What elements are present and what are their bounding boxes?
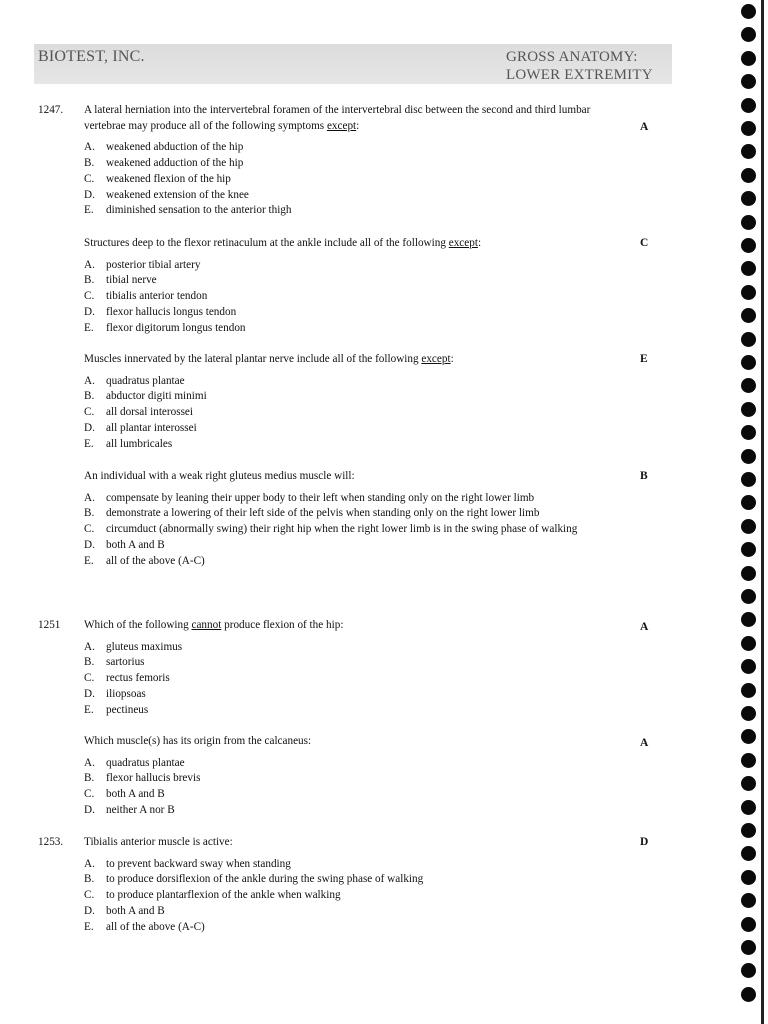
question-1247 (38, 103, 678, 219)
option-text: weakened flexion of the hip (106, 172, 231, 185)
option-list (84, 140, 604, 219)
binding-hole (741, 74, 756, 89)
stem-text: Which of the following (84, 619, 192, 631)
spiral-binding (732, 0, 768, 1024)
option-list (84, 756, 604, 819)
option-text: both A and B (106, 904, 165, 917)
option-letter: D. (84, 904, 95, 917)
option-text: quadratus plantae (106, 756, 185, 769)
binding-hole (741, 472, 756, 487)
question-stem (84, 352, 604, 368)
option-letter: C. (84, 889, 95, 902)
binding-hole (741, 753, 756, 768)
option-letter: B. (84, 873, 95, 886)
option-e (84, 321, 604, 337)
option-list (84, 374, 604, 453)
binding-hole (741, 449, 756, 464)
option-letter: C. (84, 172, 95, 185)
option-text: both A and B (106, 788, 165, 801)
company-name: BIOTEST, INC. (38, 48, 145, 65)
option-a (84, 756, 604, 772)
option-letter: B. (84, 390, 95, 403)
answer-key: A (640, 121, 649, 133)
option-text: quadratus plantae (106, 374, 185, 387)
binding-hole (741, 308, 756, 323)
binding-hole (741, 846, 756, 861)
stem-text-end: : (356, 119, 360, 132)
question-number: 1247. (38, 104, 64, 116)
binding-hole (741, 589, 756, 604)
stem-text: Muscles innervated by the lateral plantar nerve include all of the following (84, 353, 422, 365)
binding-edge (761, 0, 764, 1024)
option-text: pectineus (106, 703, 149, 716)
option-text: tibial nerve (106, 274, 157, 287)
option-letter: E. (84, 920, 94, 933)
binding-hole (741, 800, 756, 815)
binding-hole (741, 27, 756, 42)
binding-hole (741, 636, 756, 651)
stem-emphasis: except (326, 119, 357, 132)
question-1248 (38, 236, 678, 336)
subject-line-1: GROSS ANATOMY: (506, 49, 638, 65)
binding-hole (741, 706, 756, 721)
option-c (84, 405, 604, 421)
option-text: gluteus maximus (106, 640, 183, 653)
stem-emphasis: except (448, 237, 478, 249)
binding-hole (741, 121, 756, 136)
binding-hole (741, 963, 756, 978)
option-letter: A. (84, 374, 95, 387)
option-text: abductor digiti minimi (106, 390, 207, 403)
binding-hole (741, 425, 756, 440)
option-letter: E. (84, 437, 94, 450)
option-list (84, 857, 604, 936)
question-stem (84, 103, 604, 134)
option-b (84, 506, 604, 522)
binding-hole (741, 378, 756, 393)
option-d (84, 421, 604, 437)
option-letter: E. (84, 204, 94, 217)
option-text: all plantar interossei (106, 421, 197, 434)
binding-hole (741, 987, 756, 1002)
binding-hole (741, 612, 756, 627)
option-d (84, 687, 604, 703)
binding-hole (741, 51, 756, 66)
option-b (84, 655, 604, 671)
option-list (84, 491, 604, 570)
option-text: flexor hallucis brevis (106, 772, 201, 785)
option-d (84, 188, 604, 204)
binding-hole (741, 870, 756, 885)
option-text: circumduct (abnormally swing) their right hip when the right lower limb is in the swing phase of walking (106, 523, 578, 536)
answer-key: D (640, 836, 649, 848)
stem-emphasis: except (421, 353, 451, 365)
option-text: tibialis anterior tendon (106, 290, 208, 303)
question-1249 (38, 352, 678, 452)
option-text: demonstrate a lowering of their left side of the pelvis when standing only on the right lower limb (106, 507, 540, 520)
option-a (84, 857, 604, 873)
option-list (84, 258, 604, 337)
option-letter: E. (84, 321, 94, 334)
binding-hole (741, 495, 756, 510)
option-text: both A and B (106, 538, 165, 551)
binding-hole (741, 355, 756, 370)
option-letter: D. (84, 687, 95, 700)
option-c (84, 172, 604, 188)
option-text: flexor digitorum longus tendon (106, 321, 246, 334)
option-letter: C. (84, 672, 95, 685)
option-text: weakened abduction of the hip (106, 141, 244, 154)
binding-hole (741, 144, 756, 159)
question-stem (84, 236, 604, 252)
option-c (84, 888, 604, 904)
option-e (84, 554, 604, 570)
option-text: posterior tibial artery (106, 258, 201, 271)
question-stem (84, 734, 604, 750)
option-e (84, 203, 604, 219)
binding-hole (741, 823, 756, 838)
option-a (84, 640, 604, 656)
answer-key: E (640, 353, 648, 365)
option-letter: D. (84, 188, 95, 201)
question-number: 1253. (38, 836, 64, 848)
binding-hole (741, 4, 756, 19)
option-a (84, 491, 604, 507)
stem-text: Which muscle(s) has its origin from the calcaneus: (84, 735, 312, 747)
binding-hole (741, 191, 756, 206)
option-letter: B. (84, 507, 95, 520)
option-b (84, 771, 604, 787)
option-text: weakened adduction of the hip (106, 157, 244, 170)
option-c (84, 671, 604, 687)
option-letter: A. (84, 640, 95, 653)
option-d (84, 803, 604, 819)
binding-hole (741, 215, 756, 230)
answer-key: C (640, 237, 649, 249)
option-c (84, 289, 604, 305)
stem-text-end: produce flexion of the hip: (221, 619, 344, 631)
option-letter: A. (84, 756, 95, 769)
option-letter: A. (84, 258, 95, 271)
option-text: all lumbricales (106, 437, 173, 450)
option-a (84, 258, 604, 274)
option-letter: B. (84, 274, 95, 287)
option-c (84, 522, 604, 538)
option-d (84, 904, 604, 920)
option-text: all of the above (A-C) (106, 554, 205, 567)
option-text: flexor hallucis longus tendon (106, 305, 237, 318)
binding-hole (741, 168, 756, 183)
binding-hole (741, 261, 756, 276)
option-text: iliopsoas (106, 687, 146, 700)
option-d (84, 538, 604, 554)
option-a (84, 374, 604, 390)
stem-text-end: : (450, 353, 454, 365)
option-e (84, 437, 604, 453)
option-letter: D. (84, 538, 95, 551)
option-text: all of the above (A-C) (106, 920, 205, 933)
stem-emphasis: cannot (191, 619, 222, 631)
option-letter: C. (84, 788, 95, 801)
question-stem (84, 835, 604, 851)
option-text: weakened extension of the knee (106, 188, 249, 201)
stem-text: An individual with a weak right gluteus medius muscle will: (84, 470, 355, 482)
option-text: compensate by leaning their upper body to their left when standing only on the right lower limb (106, 491, 535, 504)
option-text: to produce plantarflexion of the ankle when walking (106, 889, 341, 902)
answer-key: A (640, 621, 649, 633)
question-1251 (38, 618, 678, 718)
binding-hole (741, 683, 756, 698)
stem-text-end: : (477, 237, 482, 249)
option-letter: A. (84, 141, 95, 154)
option-b (84, 872, 604, 888)
option-text: neither A nor B (106, 803, 175, 816)
binding-hole (741, 893, 756, 908)
option-a (84, 140, 604, 156)
binding-hole (741, 659, 756, 674)
option-letter: C. (84, 523, 95, 536)
binding-hole (741, 776, 756, 791)
question-1250 (38, 469, 678, 569)
option-letter: A. (84, 491, 95, 504)
binding-hole (741, 940, 756, 955)
option-letter: D. (84, 803, 95, 816)
option-text: diminished sensation to the anterior thigh (106, 204, 292, 217)
option-text: sartorius (106, 656, 145, 669)
binding-hole (741, 238, 756, 253)
binding-hole (741, 285, 756, 300)
question-stem (84, 469, 604, 485)
binding-hole (741, 729, 756, 744)
stem-text: Tibialis anterior muscle is active: (84, 836, 233, 848)
binding-hole (741, 519, 756, 534)
option-letter: D. (84, 305, 95, 318)
binding-hole (741, 332, 756, 347)
stem-text: Structures deep to the flexor retinaculum at the ankle include all of the following (84, 237, 449, 249)
option-letter: C. (84, 290, 95, 303)
option-letter: E. (84, 554, 94, 567)
option-b (84, 389, 604, 405)
binding-hole (741, 402, 756, 417)
option-text: to produce dorsiflexion of the ankle during the swing phase of walking (106, 873, 424, 886)
option-letter: C. (84, 406, 95, 419)
binding-hole (741, 566, 756, 581)
question-stem (84, 618, 604, 634)
option-b (84, 273, 604, 289)
option-list (84, 640, 604, 719)
answer-key: B (640, 470, 648, 482)
question-1252 (38, 734, 678, 819)
question-1253 (38, 835, 678, 935)
option-e (84, 920, 604, 936)
option-letter: D. (84, 421, 95, 434)
question-number: 1251 (38, 619, 61, 631)
option-text: to prevent backward sway when standing (106, 857, 291, 870)
option-d (84, 305, 604, 321)
option-letter: B. (84, 656, 95, 669)
option-letter: B. (84, 157, 95, 170)
option-b (84, 156, 604, 172)
subject-line-2: LOWER EXTREMITY (506, 67, 653, 83)
option-letter: A. (84, 857, 95, 870)
option-letter: E. (84, 703, 94, 716)
binding-hole (741, 98, 756, 113)
binding-hole (741, 917, 756, 932)
option-text: rectus femoris (106, 672, 170, 685)
option-c (84, 787, 604, 803)
stem-text: A lateral herniation into the intervertebral foramen of the intervertebral disc between the second and third lumbar vertebrae may produce all of the following symptoms (84, 104, 591, 132)
binding-hole (741, 542, 756, 557)
option-e (84, 703, 604, 719)
option-text: all dorsal interossei (106, 406, 193, 419)
option-letter: B. (84, 772, 95, 785)
answer-key: A (640, 737, 649, 749)
